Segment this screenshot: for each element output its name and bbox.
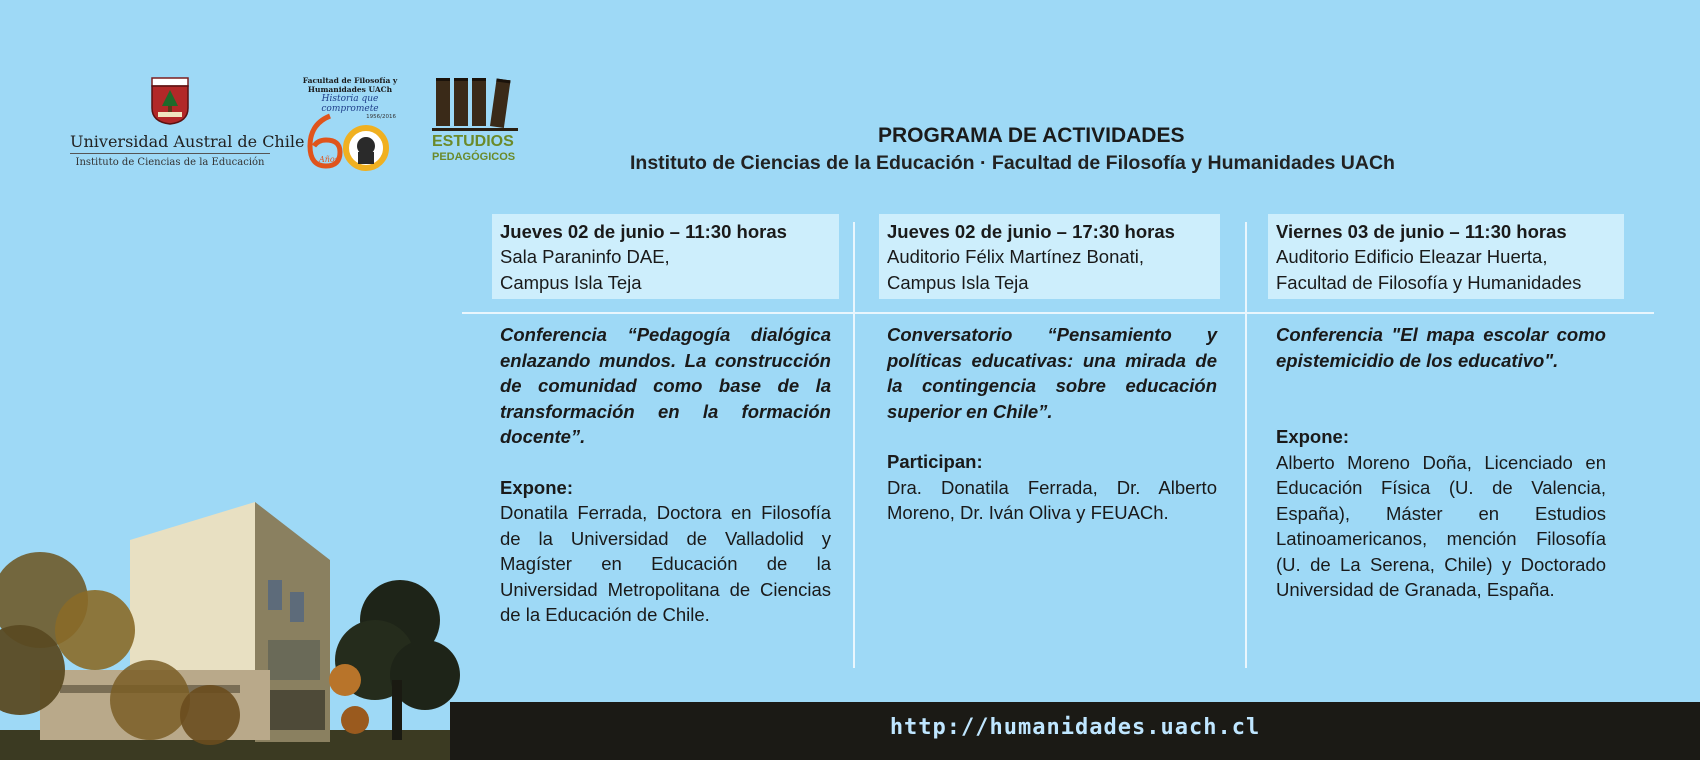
event-place: Auditorio Félix Martínez Bonati,	[887, 246, 1145, 267]
faculty-60-years-logo	[300, 76, 400, 172]
years-range: 1956/2016	[366, 114, 396, 120]
event-talk-title: Conferencia "El mapa escolar como epistemicidio de los educativo".	[1276, 324, 1606, 371]
years-word: Años	[319, 155, 339, 164]
event-place: Sala Paraninfo DAE,	[500, 246, 670, 267]
event-speaker-desc: Alberto Moreno Doña, Licenciado en Educación Física (U. de Valencia, España), Máster en Estudios Latinoamericanos, mención Filosofía (U. de La Serena, Chile) y Doctorado Universidad de Granada, España.	[1276, 451, 1606, 600]
books-icon	[432, 78, 520, 126]
page-subtitle: Instituto de Ciencias de la Educación · Facultad de Filosofía y Humanidades UACh	[630, 152, 1395, 174]
event-date: Viernes 03 de junio – 11:30 horas	[1276, 221, 1567, 242]
event-card-2	[879, 214, 1220, 299]
column-divider-2	[1245, 222, 1247, 668]
event-place: Campus Isla Teja	[500, 272, 642, 293]
campus-building-image	[0, 480, 460, 760]
event-date: Jueves 02 de junio – 17:30 horas	[887, 221, 1175, 242]
event-body-3	[1276, 322, 1606, 603]
event-card-3	[1268, 214, 1624, 299]
event-speaker-label: Participan:	[887, 451, 983, 472]
history-motto: Historia que compromete	[321, 94, 379, 114]
event-place: Facultad de Filosofía y Humanidades	[1276, 272, 1582, 293]
estudios-line-1: ESTUDIOS	[432, 133, 514, 150]
faculty-line-2: Humanidades UACh	[307, 85, 393, 94]
event-talk-title: Conversatorio “Pensamiento y políticas educativas: una mirada de la contingencia sobre educación superior en Chile”.	[887, 324, 1217, 422]
event-card-1	[492, 214, 839, 299]
uach-name: Universidad Austral de Chile	[70, 132, 305, 151]
event-place: Campus Isla Teja	[887, 272, 1029, 293]
shelf-divider	[432, 128, 518, 131]
horizontal-divider	[462, 312, 1654, 314]
estudios-line-2: PEDAGÓGICOS	[432, 151, 516, 163]
event-place: Auditorio Edificio Eleazar Huerta,	[1276, 246, 1548, 267]
sixty-emblem-icon	[300, 110, 400, 172]
uach-logo	[70, 76, 305, 168]
website-link[interactable]: http://humanidades.uach.cl	[889, 715, 1261, 740]
event-body-2	[887, 322, 1217, 526]
event-date: Jueves 02 de junio – 11:30 horas	[500, 221, 787, 242]
page-title: PROGRAMA DE ACTIVIDADES	[878, 124, 1185, 147]
estudios-pedagogicos-logo	[432, 78, 520, 174]
column-divider-1	[853, 222, 855, 668]
faculty-line-1: Facultad de Filosofía y	[302, 76, 398, 85]
uach-subtitle: Instituto de Ciencias de la Educación	[75, 157, 265, 168]
event-body-1	[500, 322, 831, 628]
event-speaker-label: Expone:	[500, 476, 573, 498]
event-speaker-desc: Donatila Ferrada, Doctora en Filosofía de la Universidad de Valladolid y Magíster en Educación de la Universidad Metropolitana de Ciencias de la Educación de Chile.	[500, 502, 831, 625]
event-speaker-desc: Dra. Donatila Ferrada, Dr. Alberto Moreno, Dr. Iván Oliva y FEUACh.	[887, 476, 1217, 523]
event-talk-title: Conferencia “Pedagogía dialógica enlazando mundos. La construcción de comunidad como base de la transformación en la formación docente”.	[500, 324, 831, 447]
uach-divider	[70, 153, 270, 154]
university-crest-icon	[150, 76, 190, 126]
event-speaker-label: Expone:	[1276, 426, 1349, 447]
